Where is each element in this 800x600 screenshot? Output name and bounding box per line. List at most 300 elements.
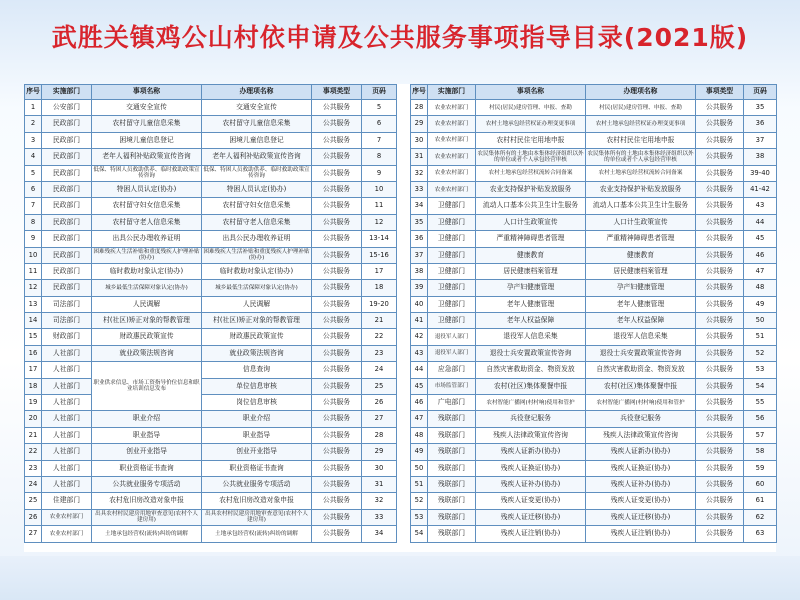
table-row	[411, 263, 777, 279]
table-cell: 低保、特困人员救助供养、临时救助政策宣传咨询	[202, 165, 312, 181]
table-cell: 残疾人法律政策宣传咨询	[586, 427, 696, 443]
table-cell: 56	[744, 411, 777, 427]
table-cell: 农业农村部门	[428, 116, 476, 132]
table-cell: 公共服务	[312, 509, 362, 525]
table-cell: 严重精神障碍患者管理	[586, 231, 696, 247]
table-cell: 农村村民住宅用地申报	[586, 132, 696, 148]
table-cell: 居民健康档案管理	[476, 263, 586, 279]
table-cell: 出具农村村民建房用地审查意见(农村个人建房用)	[92, 509, 202, 525]
table-row	[411, 411, 777, 427]
header-row	[411, 85, 777, 100]
table-cell: 农村土地承包经营权证办理变更事项	[586, 116, 696, 132]
table-cell: 农村村民住宅用地申报	[476, 132, 586, 148]
table-cell: 残疾人证换证(协办)	[476, 460, 586, 476]
table-cell: 退役士兵安置政策宣传咨询	[476, 345, 586, 361]
table-cell: 农村留守妇女信息采集	[92, 198, 202, 214]
table-cell: 卫健部门	[428, 263, 476, 279]
table-cell: 公共服务	[696, 345, 744, 361]
table-cell: 人民调解	[202, 296, 312, 312]
table-cell: 24	[362, 362, 397, 378]
table-cell: 公共服务	[696, 476, 744, 492]
table-cell: 7	[362, 132, 397, 148]
table-cell: 村(社区)矫正对象的帮教管理	[202, 313, 312, 329]
table-cell: 民政部门	[42, 198, 92, 214]
table-cell: 信息查询	[202, 362, 312, 378]
table-cell: 21	[25, 427, 42, 443]
table-cell: 应急部门	[428, 362, 476, 378]
table-cell: 公共服务	[696, 247, 744, 263]
table-row	[25, 116, 397, 132]
table-cell: 36	[411, 231, 428, 247]
table-cell: 农业支持保护补贴发放服务	[586, 181, 696, 197]
table-cell: 59	[744, 460, 777, 476]
table-cell: 25	[362, 378, 397, 394]
table-cell: 49	[744, 296, 777, 312]
table-cell: 老年人权益保障	[586, 313, 696, 329]
table-cell: 公安部门	[42, 100, 92, 116]
table-row	[25, 526, 397, 542]
table-row	[411, 116, 777, 132]
table-cell: 公共服务	[312, 181, 362, 197]
table-cell: 自然灾害救助资金、物资发放	[476, 362, 586, 378]
table-cell: 农村留守老人信息采集	[92, 214, 202, 230]
table-cell: 27	[362, 411, 397, 427]
table-cell: 公共服务	[312, 198, 362, 214]
table-cell: 交通安全宣传	[92, 100, 202, 116]
table-cell: 公共服务	[696, 181, 744, 197]
table-row	[411, 427, 777, 443]
table-cell: 公共服务	[696, 116, 744, 132]
table-row	[411, 378, 777, 394]
table-cell: 44	[411, 362, 428, 378]
table-cell: 职业指导	[92, 427, 202, 443]
table-cell: 58	[744, 444, 777, 460]
table-cell: 46	[411, 395, 428, 411]
table-cell: 35	[411, 214, 428, 230]
table-cell: 农民集体所有的土地由本集体经济组织以外的单位或者个人承包经营审核	[476, 149, 586, 165]
table-frame	[24, 84, 776, 552]
table-cell: 村(社区)矫正对象的帮教管理	[92, 313, 202, 329]
table-cell: 出具公民办理收养证明	[202, 231, 312, 247]
table-cell: 人民调解	[92, 296, 202, 312]
table-cell: 临时救助对象认定(协办)	[202, 263, 312, 279]
table-cell: 27	[25, 526, 42, 542]
table-cell: 12	[25, 280, 42, 296]
table-cell: 29	[411, 116, 428, 132]
table-cell: 公共服务	[312, 263, 362, 279]
table-cell: 5	[25, 165, 42, 181]
table-cell: 人社部门	[42, 362, 92, 378]
header-cell: 事项名称	[476, 85, 586, 100]
table-row	[411, 362, 777, 378]
table-cell: 7	[25, 198, 42, 214]
header-cell: 页码	[362, 85, 397, 100]
table-cell: 人社部门	[42, 476, 92, 492]
table-cell: 53	[411, 509, 428, 525]
table-cell: 14	[25, 313, 42, 329]
table-cell: 39-40	[744, 165, 777, 181]
table-cell: 53	[744, 362, 777, 378]
table-cell: 13-14	[362, 231, 397, 247]
table-cell: 农业农村部门	[428, 100, 476, 116]
table-cell: 公共服务	[312, 460, 362, 476]
table-cell: 残联部门	[428, 444, 476, 460]
table-row	[25, 329, 397, 345]
table-row	[411, 493, 777, 509]
table-cell: 61	[744, 493, 777, 509]
table-cell: 18	[362, 280, 397, 296]
table-cell: 公共服务	[696, 460, 744, 476]
table-cell: 兵役登记服务	[476, 411, 586, 427]
table-cell: 公共服务	[696, 493, 744, 509]
header-cell: 实施部门	[428, 85, 476, 100]
table-cell: 公共服务	[696, 149, 744, 165]
table-cell: 47	[744, 263, 777, 279]
table-cell: 13	[25, 296, 42, 312]
directory-table-left	[24, 84, 397, 543]
table-cell: 低保、特困人员救助供养、临时救助政策宣传咨询	[92, 165, 202, 181]
table-cell: 37	[744, 132, 777, 148]
table-cell: 财政惠民政策宣传	[92, 329, 202, 345]
table-cell: 26	[362, 395, 397, 411]
header-cell: 序号	[411, 85, 428, 100]
table-cell: 37	[411, 247, 428, 263]
table-cell: 人社部门	[42, 427, 92, 443]
table-cell: 广电部门	[428, 395, 476, 411]
table-row	[25, 214, 397, 230]
table-cell: 公共服务	[696, 329, 744, 345]
table-cell: 30	[411, 132, 428, 148]
table-row	[25, 198, 397, 214]
table-cell: 人社部门	[42, 460, 92, 476]
table-cell: 1	[25, 100, 42, 116]
table-cell: 公共服务	[312, 247, 362, 263]
table-cell: 17	[362, 263, 397, 279]
table-cell: 老年人权益保障	[476, 313, 586, 329]
table-cell: 公共服务	[696, 231, 744, 247]
table-cell: 41-42	[744, 181, 777, 197]
table-cell: 职业指导	[202, 427, 312, 443]
table-cell: 土地承包经营权(流转)纠纷的调解	[202, 526, 312, 542]
table-row	[411, 231, 777, 247]
table-row	[25, 444, 397, 460]
table-row	[25, 362, 397, 378]
table-cell: 33	[411, 181, 428, 197]
table-cell: 45	[411, 378, 428, 394]
table-cell: 4	[25, 149, 42, 165]
table-row	[25, 247, 397, 263]
table-cell: 残疾人证补办(协办)	[586, 476, 696, 492]
table-cell: 岗位信息审核	[202, 395, 312, 411]
table-cell: 老年人福利补贴政策宣传咨询	[202, 149, 312, 165]
table-cell: 43	[744, 198, 777, 214]
table-cell: 农村留守儿童信息采集	[202, 116, 312, 132]
table-cell: 57	[744, 427, 777, 443]
table-cell: 23	[25, 460, 42, 476]
table-cell: 职业介绍	[202, 411, 312, 427]
table-cell: 临时救助对象认定(协办)	[92, 263, 202, 279]
table-cell: 公共服务	[312, 526, 362, 542]
table-cell: 卫健部门	[428, 296, 476, 312]
table-cell: 29	[362, 444, 397, 460]
table-cell: 公共就业服务专项活动	[92, 476, 202, 492]
table-cell: 36	[744, 116, 777, 132]
table-cell: 老年人健康管理	[586, 296, 696, 312]
table-cell: 9	[362, 165, 397, 181]
table-cell: 城乡最低生活保障对象认定(协办)	[92, 280, 202, 296]
table-cell: 38	[411, 263, 428, 279]
table-cell: 18	[25, 378, 42, 394]
table-cell: 公共服务	[312, 116, 362, 132]
table-row	[25, 476, 397, 492]
table-cell: 公共服务	[696, 165, 744, 181]
table-cell: 17	[25, 362, 42, 378]
table-cell: 公共服务	[312, 362, 362, 378]
table-cell: 严重精神障碍患者管理	[476, 231, 586, 247]
table-cell: 公共服务	[696, 427, 744, 443]
table-cell: 22	[362, 329, 397, 345]
directory-table-right	[410, 84, 777, 543]
table-cell: 52	[744, 345, 777, 361]
table-cell: 11	[25, 263, 42, 279]
table-cell: 交通安全宣传	[202, 100, 312, 116]
table-cell: 公共就业服务专项活动	[202, 476, 312, 492]
table-cell: 5	[362, 100, 397, 116]
table-cell: 农业农村部门	[42, 509, 92, 525]
table-cell: 51	[411, 476, 428, 492]
table-cell: 16	[25, 345, 42, 361]
table-cell: 出具公民办理收养证明	[92, 231, 202, 247]
table-cell: 民政部门	[42, 280, 92, 296]
table-cell: 公共服务	[312, 345, 362, 361]
table-cell: 老年人健康管理	[476, 296, 586, 312]
table-cell: 困难残疾人生活补贴和重度残疾人护理补贴(协办)	[92, 247, 202, 263]
table-cell: 33	[362, 509, 397, 525]
table-cell: 卫健部门	[428, 313, 476, 329]
table-cell: 老年人福利补贴政策宣传咨询	[92, 149, 202, 165]
table-cell: 特困人员认定(协办)	[202, 181, 312, 197]
table-cell: 卫健部门	[428, 280, 476, 296]
table-cell: 残联部门	[428, 493, 476, 509]
table-cell: 人口计生政策宣传	[586, 214, 696, 230]
table-cell: 46	[744, 247, 777, 263]
table-cell: 12	[362, 214, 397, 230]
table-row	[411, 509, 777, 525]
header-cell: 实施部门	[42, 85, 92, 100]
table-cell: 25	[25, 493, 42, 509]
table-cell: 公共服务	[312, 280, 362, 296]
table-cell: 公共服务	[312, 132, 362, 148]
table-cell: 15	[25, 329, 42, 345]
table-cell: 农村土地承包经营权证办理变更事项	[476, 116, 586, 132]
table-cell: 退役军人部门	[428, 345, 476, 361]
table-cell: 6	[25, 181, 42, 197]
table-cell: 财政惠民政策宣传	[202, 329, 312, 345]
header-cell: 序号	[25, 85, 42, 100]
table-cell: 公共服务	[312, 296, 362, 312]
table-cell: 11	[362, 198, 397, 214]
table-cell: 34	[362, 526, 397, 542]
table-cell: 农村(社区)集体聚餐申报	[586, 378, 696, 394]
table-cell: 公共服务	[696, 263, 744, 279]
table-cell: 人社部门	[42, 444, 92, 460]
table-cell: 退役军人部门	[428, 329, 476, 345]
table-cell: 残疾人证迁移(协办)	[476, 509, 586, 525]
table-row	[411, 460, 777, 476]
table-cell: 卫健部门	[428, 198, 476, 214]
table-row	[25, 395, 397, 411]
table-cell: 居民健康档案管理	[586, 263, 696, 279]
table-cell: 8	[362, 149, 397, 165]
table-cell: 公共服务	[696, 411, 744, 427]
table-cell: 残疾人证新办(协办)	[586, 444, 696, 460]
table-row	[411, 165, 777, 181]
table-row	[25, 345, 397, 361]
table-row	[411, 280, 777, 296]
page-title: 武胜关镇鸡公山村依申请及公共服务事项指导目录(2021版)	[51, 23, 749, 52]
table-cell: 流动人口基本公共卫生计生服务	[476, 198, 586, 214]
table-row	[25, 296, 397, 312]
table-cell: 51	[744, 329, 777, 345]
table-row	[411, 313, 777, 329]
table-cell: 农村危旧房改造对象申报	[202, 493, 312, 509]
table-cell: 农业农村部门	[428, 149, 476, 165]
table-cell: 15-16	[362, 247, 397, 263]
table-cell: 公共服务	[312, 100, 362, 116]
table-cell: 人社部门	[42, 395, 92, 411]
table-cell: 职业供求信息、市场工资指导价位信息和职业培训信息发布	[92, 362, 202, 411]
table-cell: 62	[744, 509, 777, 525]
table-cell: 公共服务	[696, 214, 744, 230]
table-row	[25, 460, 397, 476]
table-cell: 残疾人证变更(协办)	[586, 493, 696, 509]
table-cell: 63	[744, 526, 777, 542]
table-cell: 公共服务	[312, 149, 362, 165]
table-cell: 残联部门	[428, 526, 476, 542]
table-cell: 创业开业指导	[202, 444, 312, 460]
table-cell: 就业政策法规咨询	[202, 345, 312, 361]
table-row	[411, 329, 777, 345]
table-cell: 退役士兵安置政策宣传咨询	[586, 345, 696, 361]
table-cell: 出具农村村民建房用地审查意见(农村个人建房用)	[202, 509, 312, 525]
table-cell: 公共服务	[312, 231, 362, 247]
table-cell: 农村智能广播网(村村响)使用和管护	[476, 395, 586, 411]
table-cell: 创业开业指导	[92, 444, 202, 460]
table-cell: 公共服务	[312, 395, 362, 411]
table-cell: 52	[411, 493, 428, 509]
table-cell: 40	[411, 296, 428, 312]
table-cell: 农村留守老人信息采集	[202, 214, 312, 230]
table-cell: 残联部门	[428, 411, 476, 427]
table-cell: 49	[411, 444, 428, 460]
table-cell: 43	[411, 345, 428, 361]
table-cell: 农村土地承包经营权流转合同备案	[586, 165, 696, 181]
table-cell: 民政部门	[42, 165, 92, 181]
table-cell: 困难残疾人生活补贴和重度残疾人护理补贴(协办)	[202, 247, 312, 263]
header-row	[25, 85, 397, 100]
header-cell: 页码	[744, 85, 777, 100]
table-cell: 健康教育	[586, 247, 696, 263]
table-cell: 45	[744, 231, 777, 247]
table-row	[25, 149, 397, 165]
table-cell: 公共服务	[696, 280, 744, 296]
table-cell: 30	[362, 460, 397, 476]
header-cell: 办理项名称	[202, 85, 312, 100]
table-cell: 退役军人信息采集	[586, 329, 696, 345]
table-cell: 农民集体所有的土地由本集体经济组织以外的单位或者个人承包经营审核	[586, 149, 696, 165]
table-cell: 残疾人证注销(协办)	[476, 526, 586, 542]
table-row	[25, 378, 397, 394]
table-cell: 8	[25, 214, 42, 230]
table-cell: 村民(居民)建房管理、申报、查勘	[476, 100, 586, 116]
table-cell: 公共服务	[696, 362, 744, 378]
table-cell: 3	[25, 132, 42, 148]
table-cell: 特困人员认定(协办)	[92, 181, 202, 197]
table-cell: 公共服务	[312, 444, 362, 460]
table-row	[25, 313, 397, 329]
table-cell: 残联部门	[428, 476, 476, 492]
table-cell: 城乡最低生活保障对象认定(协办)	[202, 280, 312, 296]
table-cell: 公共服务	[312, 313, 362, 329]
table-cell: 住建部门	[42, 493, 92, 509]
table-cell: 民政部门	[42, 263, 92, 279]
table-cell: 民政部门	[42, 181, 92, 197]
table-row	[25, 165, 397, 181]
table-cell: 19	[25, 395, 42, 411]
table-cell: 32	[411, 165, 428, 181]
table-row	[411, 247, 777, 263]
table-row	[411, 476, 777, 492]
table-row	[25, 181, 397, 197]
table-cell: 健康教育	[476, 247, 586, 263]
table-cell: 自然灾害救助资金、物资发放	[586, 362, 696, 378]
table-cell: 农业农村部门	[428, 181, 476, 197]
table-cell: 24	[25, 476, 42, 492]
table-row	[411, 214, 777, 230]
table-cell: 公共服务	[312, 329, 362, 345]
header-cell: 事项名称	[92, 85, 202, 100]
table-cell: 公共服务	[312, 427, 362, 443]
table-cell: 公共服务	[696, 395, 744, 411]
table-cell: 孕产妇健康管理	[476, 280, 586, 296]
table-cell: 50	[744, 313, 777, 329]
table-cell: 19-20	[362, 296, 397, 312]
table-body-right	[411, 100, 777, 543]
table-cell: 司法部门	[42, 296, 92, 312]
table-cell: 残疾人证变更(协办)	[476, 493, 586, 509]
table-cell: 38	[744, 149, 777, 165]
table-cell: 市场监管部门	[428, 378, 476, 394]
table-cell: 兵役登记服务	[586, 411, 696, 427]
table-cell: 人社部门	[42, 411, 92, 427]
table-cell: 28	[362, 427, 397, 443]
table-cell: 单位信息审核	[202, 378, 312, 394]
table-cell: 公共服务	[696, 313, 744, 329]
table-cell: 流动人口基本公共卫生计生服务	[586, 198, 696, 214]
table-cell: 6	[362, 116, 397, 132]
table-cell: 55	[744, 395, 777, 411]
table-cell: 农村土地承包经营权流转合同备案	[476, 165, 586, 181]
table-cell: 31	[411, 149, 428, 165]
table-cell: 农村(社区)集体聚餐申报	[476, 378, 586, 394]
table-cell: 人口计生政策宣传	[476, 214, 586, 230]
table-row	[25, 493, 397, 509]
table-cell: 民政部门	[42, 116, 92, 132]
table-cell: 公共服务	[696, 378, 744, 394]
table-cell: 残疾人法律政策宣传咨询	[476, 427, 586, 443]
table-cell: 34	[411, 198, 428, 214]
table-cell: 公共服务	[696, 509, 744, 525]
